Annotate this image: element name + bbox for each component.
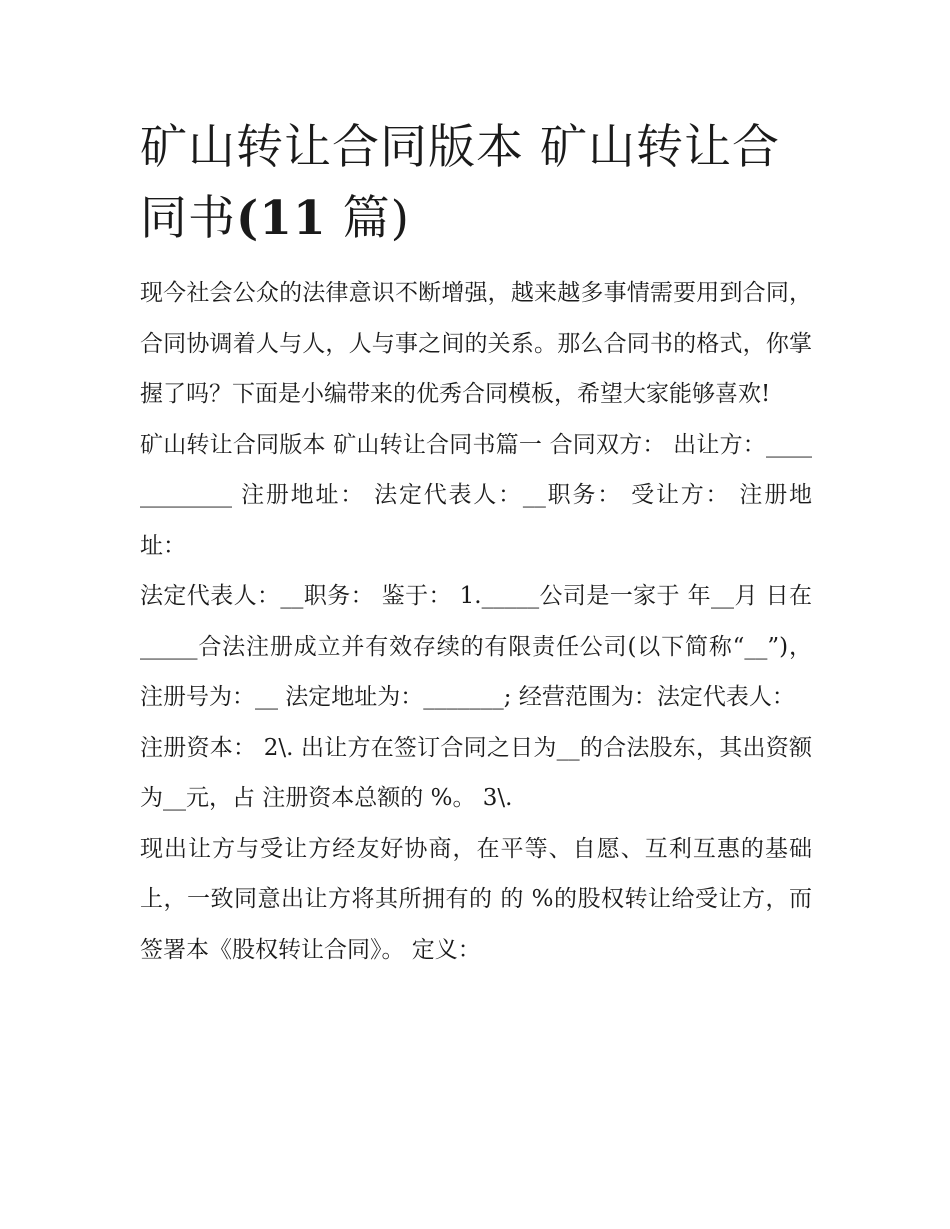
paragraph-agreement: 现出让方与受让方经友好协商，在平等、自愿、互利互惠的基础上，一致同意出让方将其所拥有的 的 %的股权转让给受让方，而签署本《股权转让合同》。 定义： bbox=[140, 835, 812, 963]
paragraph-parties: 矿山转让合同版本 矿山转让合同书篇一 合同双方： 出让方：____________ 注册地址： 法定代表人：__职务： 受让方： 注册地址： bbox=[140, 431, 812, 559]
title-main: 矿山转让合同版本 矿山转让合同书 bbox=[140, 120, 780, 246]
paragraph-capital: 注册资本： 2\. 出让方在签订合同之日为__的合法股东，其出资额为__元，占 注册资本总额的 %。 3\. bbox=[140, 734, 812, 811]
title-end: 篇) bbox=[342, 191, 410, 246]
paragraph-intro: 现今社会公众的法律意识不断增强，越来越多事情需要用到合同，合同协调着人与人，人与事之间的关系。那么合同书的格式，你掌握了吗？下面是小编带来的优秀合同模板，希望大家能够喜欢! bbox=[140, 280, 812, 407]
title-number: (11 bbox=[236, 191, 327, 246]
paragraph-representative: 法定代表人：__职务： 鉴于： 1._____公司是一家于 年__月 日在_____合法注册成立并有效存续的有限责任公司(以下简称“__”)，注册号为：__ 法定地址为：_______; 经营范围为：法定代表人： bbox=[140, 583, 812, 710]
document-title bbox=[140, 112, 812, 254]
document-page bbox=[140, 112, 812, 975]
